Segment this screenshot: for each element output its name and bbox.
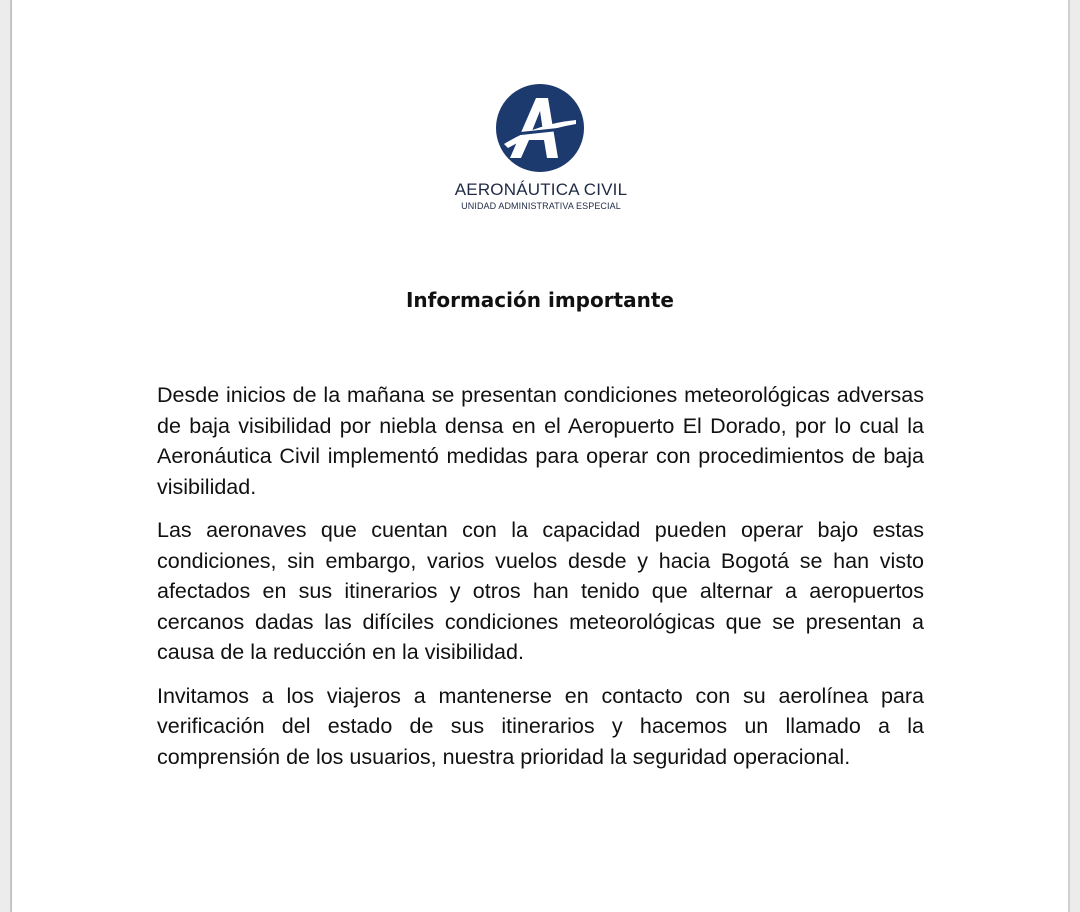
paragraph-1: Desde inicios de la mañana se presentan condiciones meteorológicas adversas de baja visibilidad por niebla densa en el Aeropuerto El Dorado, por lo cual la Aeronáutica Civil implementó medidas para operar con procedimientos de baja visibilidad. <box>157 383 924 499</box>
aerocivil-a-icon <box>496 84 584 172</box>
logo-subtitle: UNIDAD ADMINISTRATIVA ESPECIAL <box>461 201 621 211</box>
page-edge-right <box>1068 0 1070 912</box>
paragraph-2: Las aeronaves que cuentan con la capacidad pueden operar bajo estas condiciones, sin embargo, varios vuelos desde y hacia Bogotá se han visto afectados en sus itinerarios y otros han tenido que alternar a aeropuertos cercanos dadas las difíciles condiciones meteorológicas que se presentan a causa de la reducción en la visibilidad. <box>157 518 924 664</box>
page-title: Información importante <box>405 288 674 312</box>
paragraph-3: Invitamos a los viajeros a mantenerse en contacto con su aerolínea para verificación del estado de sus itinerarios y hacemos un llamado a la comprensión de los usuarios, nuestra prioridad la seguridad operacional. <box>157 683 924 769</box>
aerocivil-logo <box>454 84 634 214</box>
document-body <box>157 380 924 785</box>
logo-name: AERONÁUTICA CIVIL <box>454 180 628 199</box>
